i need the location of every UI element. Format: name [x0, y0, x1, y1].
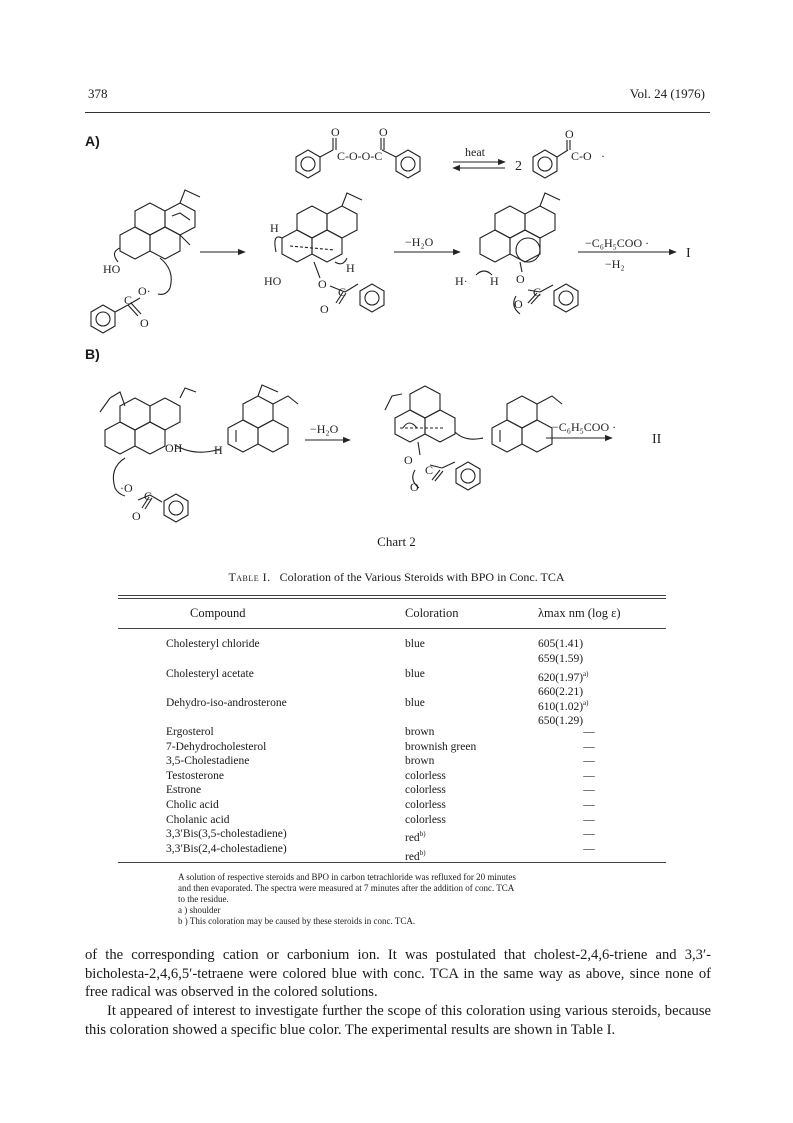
carbon-label: C: [124, 293, 133, 307]
volume-label: Vol. 24 (1976): [629, 86, 705, 101]
minus-benzoate-label: −C₆H₅COO ·: [585, 236, 650, 250]
paragraph: of the corresponding cation or carbonium ion. It was postulated that cholest-2,4,6-triene and 3,3′-bicholesta-2,4,6,5′-tetraene were colored blue with conc. TCA in the same way as above, since none of free radical was observed in the colored solutions.: [85, 947, 711, 1001]
hydrogen-label: H: [214, 443, 223, 457]
reaction-scheme: [80, 120, 720, 525]
oxygen-radical-label: O·: [138, 284, 151, 298]
table-title: Coloration of the Various Steroids with BPO in Conc. TCA: [279, 570, 565, 584]
paragraph: It appeared of interest to investigate further the scope of this coloration using various steroids, because this coloration showed a specific blue color. The experimental results are shown in Table I.: [85, 1003, 711, 1038]
table-top-rule: [118, 598, 666, 599]
hydroxyl-label: HO: [264, 274, 282, 288]
carbon-label: C: [144, 489, 153, 503]
table-cell: $620(1.97)^{a)}$ 660(2.21): [538, 670, 589, 699]
benzene-ring: [360, 284, 384, 312]
radical-dot: ·: [601, 149, 605, 163]
carbonyl-o-label: O: [379, 125, 388, 139]
table-cell: blue: [405, 638, 425, 650]
column-header-lmax: λmax nm (log ε): [538, 606, 621, 620]
table-cell: blue: [405, 668, 425, 680]
table-header-rule: [118, 628, 666, 629]
hydroxyl-label: HO: [103, 262, 121, 276]
table-bottom-rule: [118, 862, 666, 863]
oxygen-label: O: [516, 272, 525, 286]
body-text: [85, 946, 711, 1040]
section-a-label: A): [85, 133, 100, 149]
minus-hydrogen-label: −H₂: [605, 257, 625, 271]
hydrogen-label: H: [270, 221, 279, 235]
table-cell: — — — — — — — — —: [583, 726, 595, 855]
oxygen-radical-label: ·O: [120, 481, 133, 495]
column-header-coloration: Coloration: [405, 606, 459, 620]
minus-benzoate-label: −C₆H₅COO ·: [552, 420, 617, 434]
peroxide-linker-label: C-O-O-C: [337, 149, 383, 163]
table-row: Cholesteryl chloride: [166, 638, 260, 650]
table-cell: 605(1.41) 659(1.59): [538, 638, 584, 665]
coefficient-label: 2: [515, 159, 522, 174]
header-rule: [85, 112, 710, 113]
hydrogen-radical-label: H·: [455, 274, 468, 288]
oxygen-label: O: [514, 297, 523, 311]
steroid-skeleton-1: [120, 190, 200, 259]
product-i-label: I: [686, 246, 691, 261]
carbon-label: C: [533, 285, 542, 299]
carbonyl-o-label: O: [565, 127, 574, 141]
table-row: Ergosterol 7-Dehydrocholesterol 3,5-Cholestadiene Testosterone Estrone Cholic acid Cholanic acid 3,3′Bis(3,5-cholestadiene) 3,3′Bis(2,4-cholestadiene): [166, 726, 287, 855]
product-ii-label: II: [652, 432, 662, 447]
page-number: 378: [88, 86, 108, 101]
heat-label: heat: [465, 145, 485, 159]
table-footnote: to the residue.: [178, 894, 229, 904]
hydrogen-label: H: [346, 261, 355, 275]
table-cell: $610(1.02)^{a)}$ 650(1.29): [538, 699, 589, 728]
steroid-skeleton-3: [480, 193, 560, 262]
benzene-ring: [396, 150, 420, 178]
table-footnote: a ) shoulder: [178, 905, 221, 915]
table-cell: brown brownish green brown colorless colorless colorless colorless red$^{b)}$ red$^{b)}$: [405, 726, 477, 863]
table-row: Cholesteryl acetate: [166, 668, 254, 680]
oxygen-label: O: [410, 480, 419, 494]
benzene-ring: [554, 284, 578, 312]
minus-water-label: −H₂O: [405, 235, 434, 249]
oxygen-label: O: [140, 316, 149, 330]
table-footnote: and then evaporated. The spectra were measured at 7 minutes after the addition of conc. TCA: [178, 883, 515, 893]
benzene-ring: [296, 150, 320, 178]
table-top-rule: [118, 595, 666, 596]
carbon-label: C: [425, 463, 434, 477]
oxygen-label: O: [320, 302, 329, 316]
oxygen-label: O: [318, 277, 327, 291]
table-footnote: A solution of respective steroids and BPO in carbon tetrachloride was refluxed for 20 minutes: [178, 872, 516, 882]
steroid-skeleton-2: [275, 193, 362, 264]
carbonyl-o-label: O: [331, 125, 340, 139]
table-footnote: b ) This coloration may be caused by these steroids in conc. TCA.: [178, 916, 416, 926]
radical-label: C-O: [571, 149, 592, 163]
section-b-label: B): [85, 346, 100, 362]
benzene-ring: [533, 150, 557, 178]
benzene-ring: [91, 305, 115, 333]
steroid-skeleton-5: [228, 385, 298, 452]
benzene-ring: [456, 462, 480, 490]
steroid-skeleton-6: [385, 386, 455, 442]
minus-water-label: −H₂O: [310, 422, 339, 436]
hydroxyl-label: OH: [165, 441, 183, 455]
oxygen-label: O: [404, 453, 413, 467]
carbon-label: C: [338, 285, 347, 299]
hydrogen-label: H: [490, 274, 499, 288]
oxygen-label: O: [132, 509, 141, 523]
table-row: Dehydro-iso-androsterone: [166, 697, 287, 709]
column-header-compound: Compound: [190, 606, 246, 620]
benzene-ring: [164, 494, 188, 522]
radical-dot: ·: [480, 431, 484, 445]
table-caption: [0, 570, 793, 585]
table-cell: blue: [405, 697, 425, 709]
table-label: Table I.: [228, 570, 271, 584]
chart-caption: Chart 2: [377, 534, 416, 549]
